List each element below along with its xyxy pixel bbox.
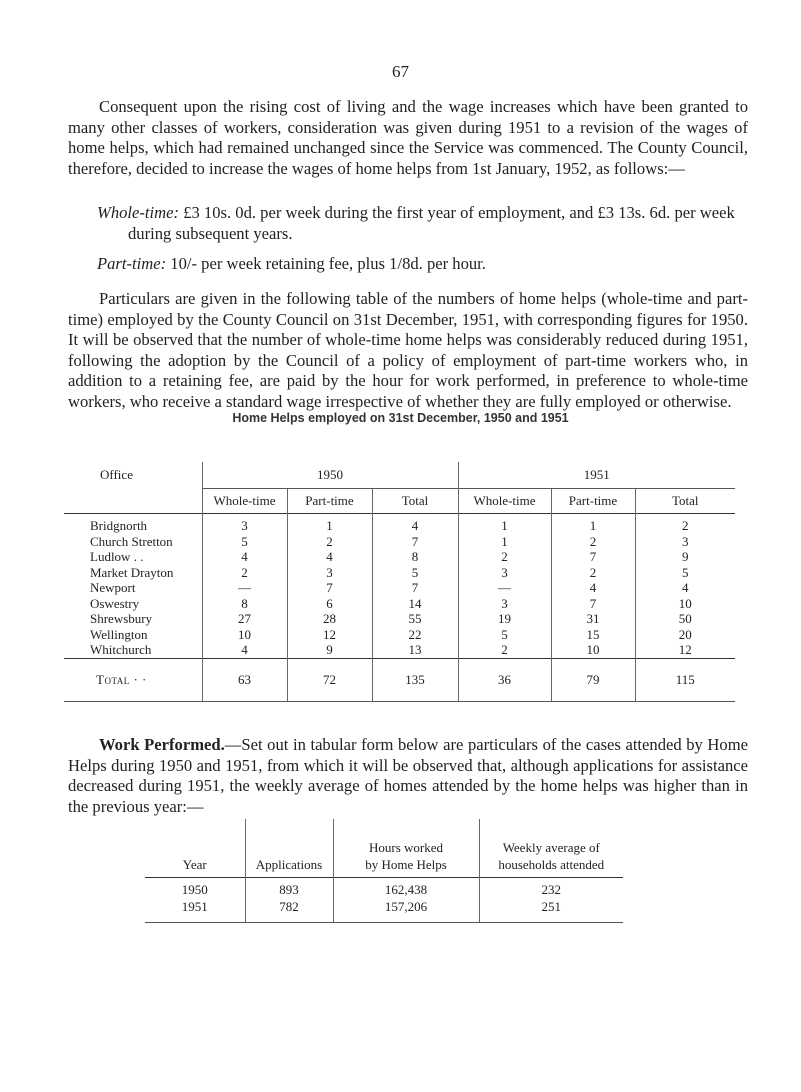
cell: 9 xyxy=(287,642,372,658)
cell: 4 xyxy=(202,642,287,658)
cell: 4 xyxy=(202,549,287,565)
cell: 20 xyxy=(635,627,735,643)
cell: 27 xyxy=(202,611,287,627)
table-row xyxy=(145,898,623,923)
cell: 12 xyxy=(635,642,735,658)
cell: 1950 xyxy=(145,878,245,899)
sub-header: Whole-time xyxy=(202,489,287,514)
cell: 251 xyxy=(479,898,623,923)
cell: 157,206 xyxy=(333,898,479,923)
cell: 1951 xyxy=(145,898,245,923)
cell: 1 xyxy=(458,534,551,550)
cell: 2 xyxy=(551,565,635,581)
whole-time-rate: Whole-time: £3 10s. 0d. per week during the first year of employment, and £3 13s. 6d. per week during subsequent years. xyxy=(97,203,735,243)
cell: 893 xyxy=(245,878,333,899)
cell: 1 xyxy=(287,514,372,534)
cell: 10 xyxy=(635,596,735,612)
cell: 3 xyxy=(458,596,551,612)
office-header: Office xyxy=(100,467,133,483)
cell: — xyxy=(458,580,551,596)
whole-time-text: £3 10s. 0d. per week during the first year of employment, and £3 13s. 6d. per week during subsequent years. xyxy=(128,203,735,243)
leader-dots: · · xyxy=(133,671,147,687)
sub-header: Part-time xyxy=(551,489,635,514)
cell: 7 xyxy=(551,596,635,612)
cell: 5 xyxy=(372,565,458,581)
total-cell: 115 xyxy=(635,658,735,701)
sub-header: Whole-time xyxy=(458,489,551,514)
work-performed-paragraph xyxy=(68,735,748,817)
cell: 2 xyxy=(551,534,635,550)
year-1951-header: 1951 xyxy=(458,462,735,489)
year-header: Year xyxy=(182,857,207,872)
table-row xyxy=(64,611,735,627)
cell: 3 xyxy=(458,565,551,581)
cell: 31 xyxy=(551,611,635,627)
cell: 5 xyxy=(635,565,735,581)
cell: 12 xyxy=(287,627,372,643)
cell: 13 xyxy=(372,642,458,658)
table-row xyxy=(64,534,735,550)
cell: 3 xyxy=(202,514,287,534)
cell: 1 xyxy=(458,514,551,534)
cell: 28 xyxy=(287,611,372,627)
cell: 232 xyxy=(479,878,623,899)
hours-worked-header: Hours worked by Home Helps xyxy=(333,819,479,878)
part-time-text: 10/- per week retaining fee, plus 1/8d. per hour. xyxy=(170,254,486,273)
cell: 5 xyxy=(202,534,287,550)
total-cell: 79 xyxy=(551,658,635,701)
total-label xyxy=(64,658,202,701)
cell: 1 xyxy=(551,514,635,534)
particulars-paragraph: Particulars are given in the following table of the numbers of home helps (whole-time and part-time) employed by the County Council on 31st December, 1951, with corresponding figures for 1950. It will be observed that the number of whole-time home helps was considerably reduced during 1951, following the adoption by the Council of a policy of employment of part-time workers who, in addition to a retaining fee, are paid by the hour for work performed, in preference to whole-time workers, who receive a standard wage irrespective of whether they are fully employed or otherwise. xyxy=(68,289,748,411)
office-name: Shrewsbury xyxy=(90,611,153,626)
cell: 2 xyxy=(202,565,287,581)
cell: — xyxy=(202,580,287,596)
cell: 8 xyxy=(372,549,458,565)
sub-header: Part-time xyxy=(287,489,372,514)
cell: 10 xyxy=(202,627,287,643)
cell: 4 xyxy=(287,549,372,565)
part-time-label: Part-time xyxy=(97,254,161,273)
cell: 19 xyxy=(458,611,551,627)
table-row xyxy=(64,565,735,581)
office-name: Newport xyxy=(90,580,136,595)
total-cell: 135 xyxy=(372,658,458,701)
office-name: Wellington xyxy=(90,626,148,642)
cell: 7 xyxy=(551,549,635,565)
table-row xyxy=(64,514,735,534)
cell: 4 xyxy=(551,580,635,596)
cell: 15 xyxy=(551,627,635,643)
cell: 22 xyxy=(372,627,458,643)
table-row xyxy=(64,642,735,658)
table-row xyxy=(64,549,735,565)
office-name: Church Stretton xyxy=(90,533,173,549)
cell: 4 xyxy=(635,580,735,596)
cell: 10 xyxy=(551,642,635,658)
year-1950-header: 1950 xyxy=(202,462,458,489)
cell: 3 xyxy=(635,534,735,550)
cell: 2 xyxy=(635,514,735,534)
whole-time-label: Whole-time xyxy=(97,203,174,222)
cell: 9 xyxy=(635,549,735,565)
cell: 2 xyxy=(458,549,551,565)
cell: 4 xyxy=(372,514,458,534)
office-name: Oswestry xyxy=(90,595,140,611)
part-time-rate: Part-time: 10/- per week retaining fee, plus 1/8d. per hour. xyxy=(97,254,486,273)
table-row xyxy=(64,596,735,612)
sub-header: Total xyxy=(372,489,458,514)
office-name: Whitchurch xyxy=(90,642,152,657)
cell: 782 xyxy=(245,898,333,923)
page-number: 67 xyxy=(392,62,409,81)
cell: 50 xyxy=(635,611,735,627)
table1-caption: Home Helps employed on 31st December, 1950 and 1951 xyxy=(232,411,569,425)
table-row xyxy=(64,580,735,596)
total-cell: 36 xyxy=(458,658,551,701)
cell: 162,438 xyxy=(333,878,479,899)
sub-header: Total xyxy=(635,489,735,514)
work-performed-table xyxy=(145,819,623,923)
cell: 55 xyxy=(372,611,458,627)
total-cell: 63 xyxy=(202,658,287,701)
applications-header: Applications xyxy=(245,819,333,878)
cell: 7 xyxy=(287,580,372,596)
cell: 8 xyxy=(202,596,287,612)
total-row xyxy=(64,658,735,701)
cell: 6 xyxy=(287,596,372,612)
total-cell: 72 xyxy=(287,658,372,701)
cell: 3 xyxy=(287,565,372,581)
total-label-text: Total xyxy=(96,671,130,687)
table-row xyxy=(64,627,735,643)
cell: 5 xyxy=(458,627,551,643)
cell: 14 xyxy=(372,596,458,612)
office-name: Market Drayton xyxy=(90,564,174,580)
intro-paragraph: Consequent upon the rising cost of living and the wage increases which have been granted to many other classes of workers, consideration was given during 1951 to a revision of the wages of home helps, which had remained unchanged since the Service was commenced. The County Council, therefore, decided to increase the wages of home helps from 1st January, 1952, as follows:— xyxy=(68,97,748,178)
table-row xyxy=(145,878,623,899)
home-helps-table xyxy=(64,462,735,702)
work-performed-text: —Set out in tabular form below are particulars of the cases attended by Home Helps during 1950 and 1951, from which it will be observed that, although applications for assistance decreased during 1951, the weekly average of homes attended by the home helps was higher than in the previous year:— xyxy=(68,735,748,816)
cell: 2 xyxy=(287,534,372,550)
office-name: Bridgnorth xyxy=(64,514,202,534)
work-performed-heading: Work Performed. xyxy=(99,735,225,754)
office-name: Ludlow . . xyxy=(90,549,144,564)
cell: 2 xyxy=(458,642,551,658)
weekly-average-header: Weekly average of households attended xyxy=(479,819,623,878)
cell: 7 xyxy=(372,580,458,596)
cell: 7 xyxy=(372,534,458,550)
